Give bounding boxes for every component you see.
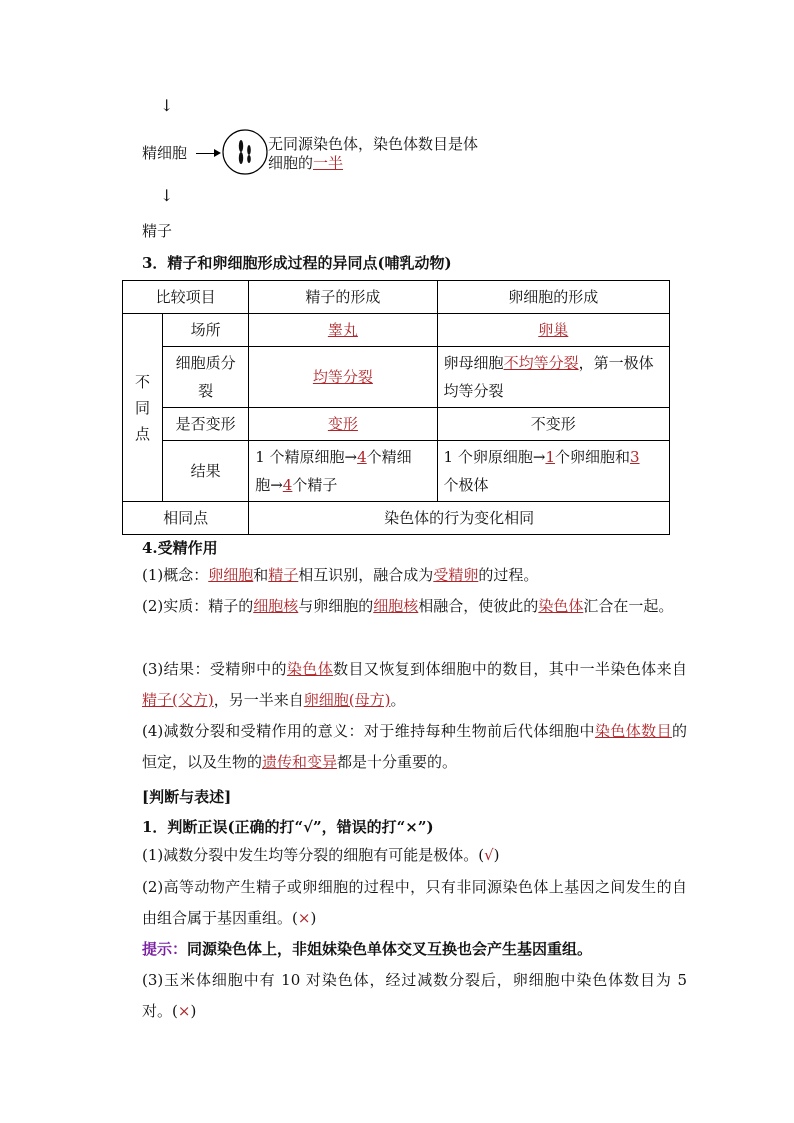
judge-q2: (2)高等动物产生精子或卵细胞的过程中，只有非同源染色体上基因之间发生的自由组合属于基因重组。(×) <box>142 878 687 927</box>
judge-hint: 提示：同源染色体上，非姐妹染色单体交叉互换也会产生基因重组。 <box>142 940 593 958</box>
answer-testis: 睾丸 <box>327 321 358 339</box>
label-same: 相同点 <box>123 502 249 535</box>
mark-correct: √ <box>484 846 494 864</box>
hint-label: 提示： <box>142 940 188 958</box>
desc-line2-prefix: 细胞的 <box>268 154 314 172</box>
egg-division-cell: 卵母细胞不均等分裂，第一极体 均等分裂 <box>437 347 669 408</box>
label-division: 细胞质分 裂 <box>163 347 249 408</box>
section4-title: 4.受精作用 <box>142 539 218 557</box>
paragraph-essence: (2)实质：精子的细胞核与卵细胞的细胞核相融合，使彼此的染色体汇合在一起。 <box>142 597 674 615</box>
answer-half: 一半 <box>313 154 344 172</box>
egg-deform: 不变形 <box>437 408 669 441</box>
table-header-row <box>123 281 670 314</box>
header-egg: 卵细胞的形成 <box>437 281 669 314</box>
table-row-same <box>123 502 670 535</box>
sperm-cell-label: 精细胞 <box>142 144 188 162</box>
same-value: 染色体的行为变化相同 <box>249 502 670 535</box>
mark-wrong-2: × <box>177 1002 191 1020</box>
table-row-place <box>123 314 670 347</box>
label-place: 场所 <box>163 314 249 347</box>
judge-question-title: 1．判断正误(正确的打“√”，错误的打“×”) <box>142 818 434 836</box>
paragraph-result: (3)结果：受精卵中的染色体数目又恢复到体细胞中的数目，其中一半染色体来自精子(父方)，另一半来自卵细胞(母方)。 <box>142 660 687 709</box>
header-item: 比较项目 <box>123 281 249 314</box>
answer-ovary: 卵巢 <box>538 321 569 339</box>
sperm-result-cell: 1 个精原细胞→4个精细 胞→4个精子 <box>249 441 437 502</box>
table-row-result <box>123 441 670 502</box>
sperm-label: 精子 <box>142 222 173 240</box>
arrow-down-bottom: ↓ <box>160 186 174 205</box>
answer-unequal-division: 不均等分裂 <box>503 354 579 372</box>
answer-equal-division: 均等分裂 <box>312 368 373 386</box>
label-result: 结果 <box>163 441 249 502</box>
cell-chromosome-icon <box>221 128 269 176</box>
arrow-right-head <box>214 149 221 157</box>
judge-title: [判断与表述] <box>142 788 232 806</box>
answer-deform: 变形 <box>327 415 358 433</box>
mark-wrong: × <box>297 909 311 927</box>
section3-title: 3．精子和卵细胞形成过程的异同点(哺乳动物) <box>142 254 452 272</box>
header-sperm: 精子的形成 <box>249 281 437 314</box>
judge-q1: (1)减数分裂中发生均等分裂的细胞有可能是极体。(√) <box>142 846 500 864</box>
judge-q3: (3)玉米体细胞中有 10 对染色体，经过减数分裂后，卵细胞中染色体数目为 5 对。(×) <box>142 971 687 1020</box>
table-row-division <box>123 347 670 408</box>
arrow-down-top: ↓ <box>160 96 174 115</box>
diff-label: 不 同 点 <box>123 314 163 502</box>
paragraph-concept: (1)概念：卵细胞和精子相互识别，融合成为受精卵的过程。 <box>142 566 539 584</box>
egg-result-cell: 1 个卵原细胞→1个卵细胞和3 个极体 <box>437 441 669 502</box>
paragraph-significance: (4)减数分裂和受精作用的意义：对于维持每种生物前后代体细胞中染色体数目的恒定，以及生物的遗传和变异都是十分重要的。 <box>142 722 687 771</box>
diagram-desc-line2 <box>268 152 343 173</box>
table-row-deform <box>123 408 670 441</box>
comparison-table <box>122 280 670 535</box>
diagram-desc-line1: 无同源染色体，染色体数目是体 <box>268 135 479 153</box>
label-deform: 是否变形 <box>163 408 249 441</box>
